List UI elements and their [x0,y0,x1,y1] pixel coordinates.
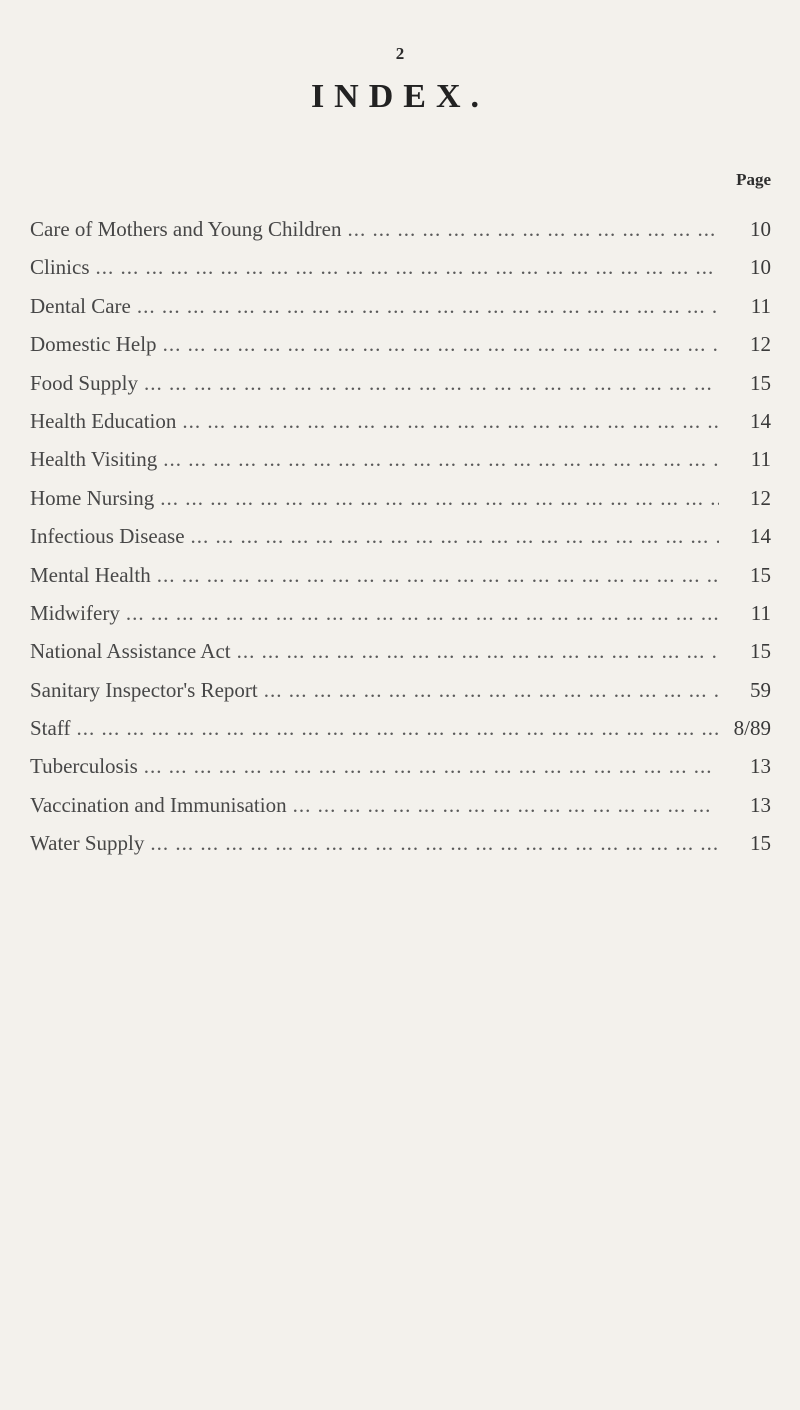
index-entry-label: Health Education [30,408,177,433]
index-entry-label: Sanitary Inspector's Report [30,677,258,702]
index-entry-page: 15 [750,831,771,856]
index-entry-label: Staff [30,716,71,741]
page-column-heading: Page [736,170,771,189]
index-entry [30,524,771,562]
index-entry [30,831,771,869]
dot-leader [157,563,719,588]
index-entry-page: 13 [750,792,771,817]
index-entry-label: Mental Health [30,562,151,587]
index-entry-page: 10 [750,255,771,280]
index-entry-page: 11 [750,447,771,472]
index-entry [30,486,771,524]
index-entry-label: Water Supply [30,831,145,856]
index-entry-page: 59 [750,677,771,702]
index-entry [30,294,771,332]
index-entry-label: Midwifery [30,600,120,625]
index-entry-page: 15 [750,562,771,587]
dot-leader [347,217,719,242]
dot-leader [191,524,719,549]
dot-leader [160,486,719,511]
index-entry-page: 13 [750,754,771,779]
index-entry [30,563,771,601]
dot-leader [163,447,719,472]
index-entry-page: 11 [750,293,771,318]
dot-leader [144,371,719,396]
page-title: INDEX. [310,78,490,115]
index-entry-label: National Assistance Act [30,639,231,664]
index-entry-page: 8/89 [733,716,771,741]
index-entry-label: Clinics [30,255,90,280]
index-entry-page: 14 [750,524,771,549]
index-entry-page: 15 [750,370,771,395]
index-entry-label: Food Supply [30,370,138,395]
index-entry-label: Home Nursing [30,485,155,510]
index-list [30,217,771,870]
index-entry-label: Domestic Help [30,332,157,357]
dot-leader [137,294,719,319]
dot-leader [144,754,719,779]
index-entry-page: 10 [750,217,771,241]
page-number: 2 [395,44,405,63]
index-entry-label: Vaccination and Immunisation [30,792,287,817]
index-entry-page: 14 [750,408,771,433]
index-entry [30,601,771,639]
dot-leader [293,793,719,818]
index-entry-page: 11 [750,600,771,625]
index-entry-label: Care of Mothers and Young Children [30,217,342,241]
index-entry-page: 12 [750,485,771,510]
index-entry-label: Infectious Disease [30,524,185,549]
index-entry [30,716,771,754]
dot-leader [264,678,719,703]
index-entry-label: Dental Care [30,293,131,318]
dot-leader [237,639,719,664]
index-entry-label: Health Visiting [30,447,158,472]
index-entry-page: 12 [750,332,771,357]
index-entry [30,447,771,485]
index-entry [30,255,771,293]
index-entry [30,639,771,677]
index-entry [30,371,771,409]
index-entry-label: Tuberculosis [30,754,138,779]
index-entry [30,754,771,792]
dot-leader [182,409,719,434]
index-entry [30,793,771,831]
dot-leader [163,332,719,357]
index-entry [30,678,771,716]
index-entry-page: 15 [750,639,771,664]
dot-leader [76,716,719,741]
dot-leader [150,831,719,856]
index-entry [30,332,771,370]
dot-leader [126,601,719,626]
dot-leader [96,255,719,280]
index-entry [30,409,771,447]
index-entry [30,217,771,255]
